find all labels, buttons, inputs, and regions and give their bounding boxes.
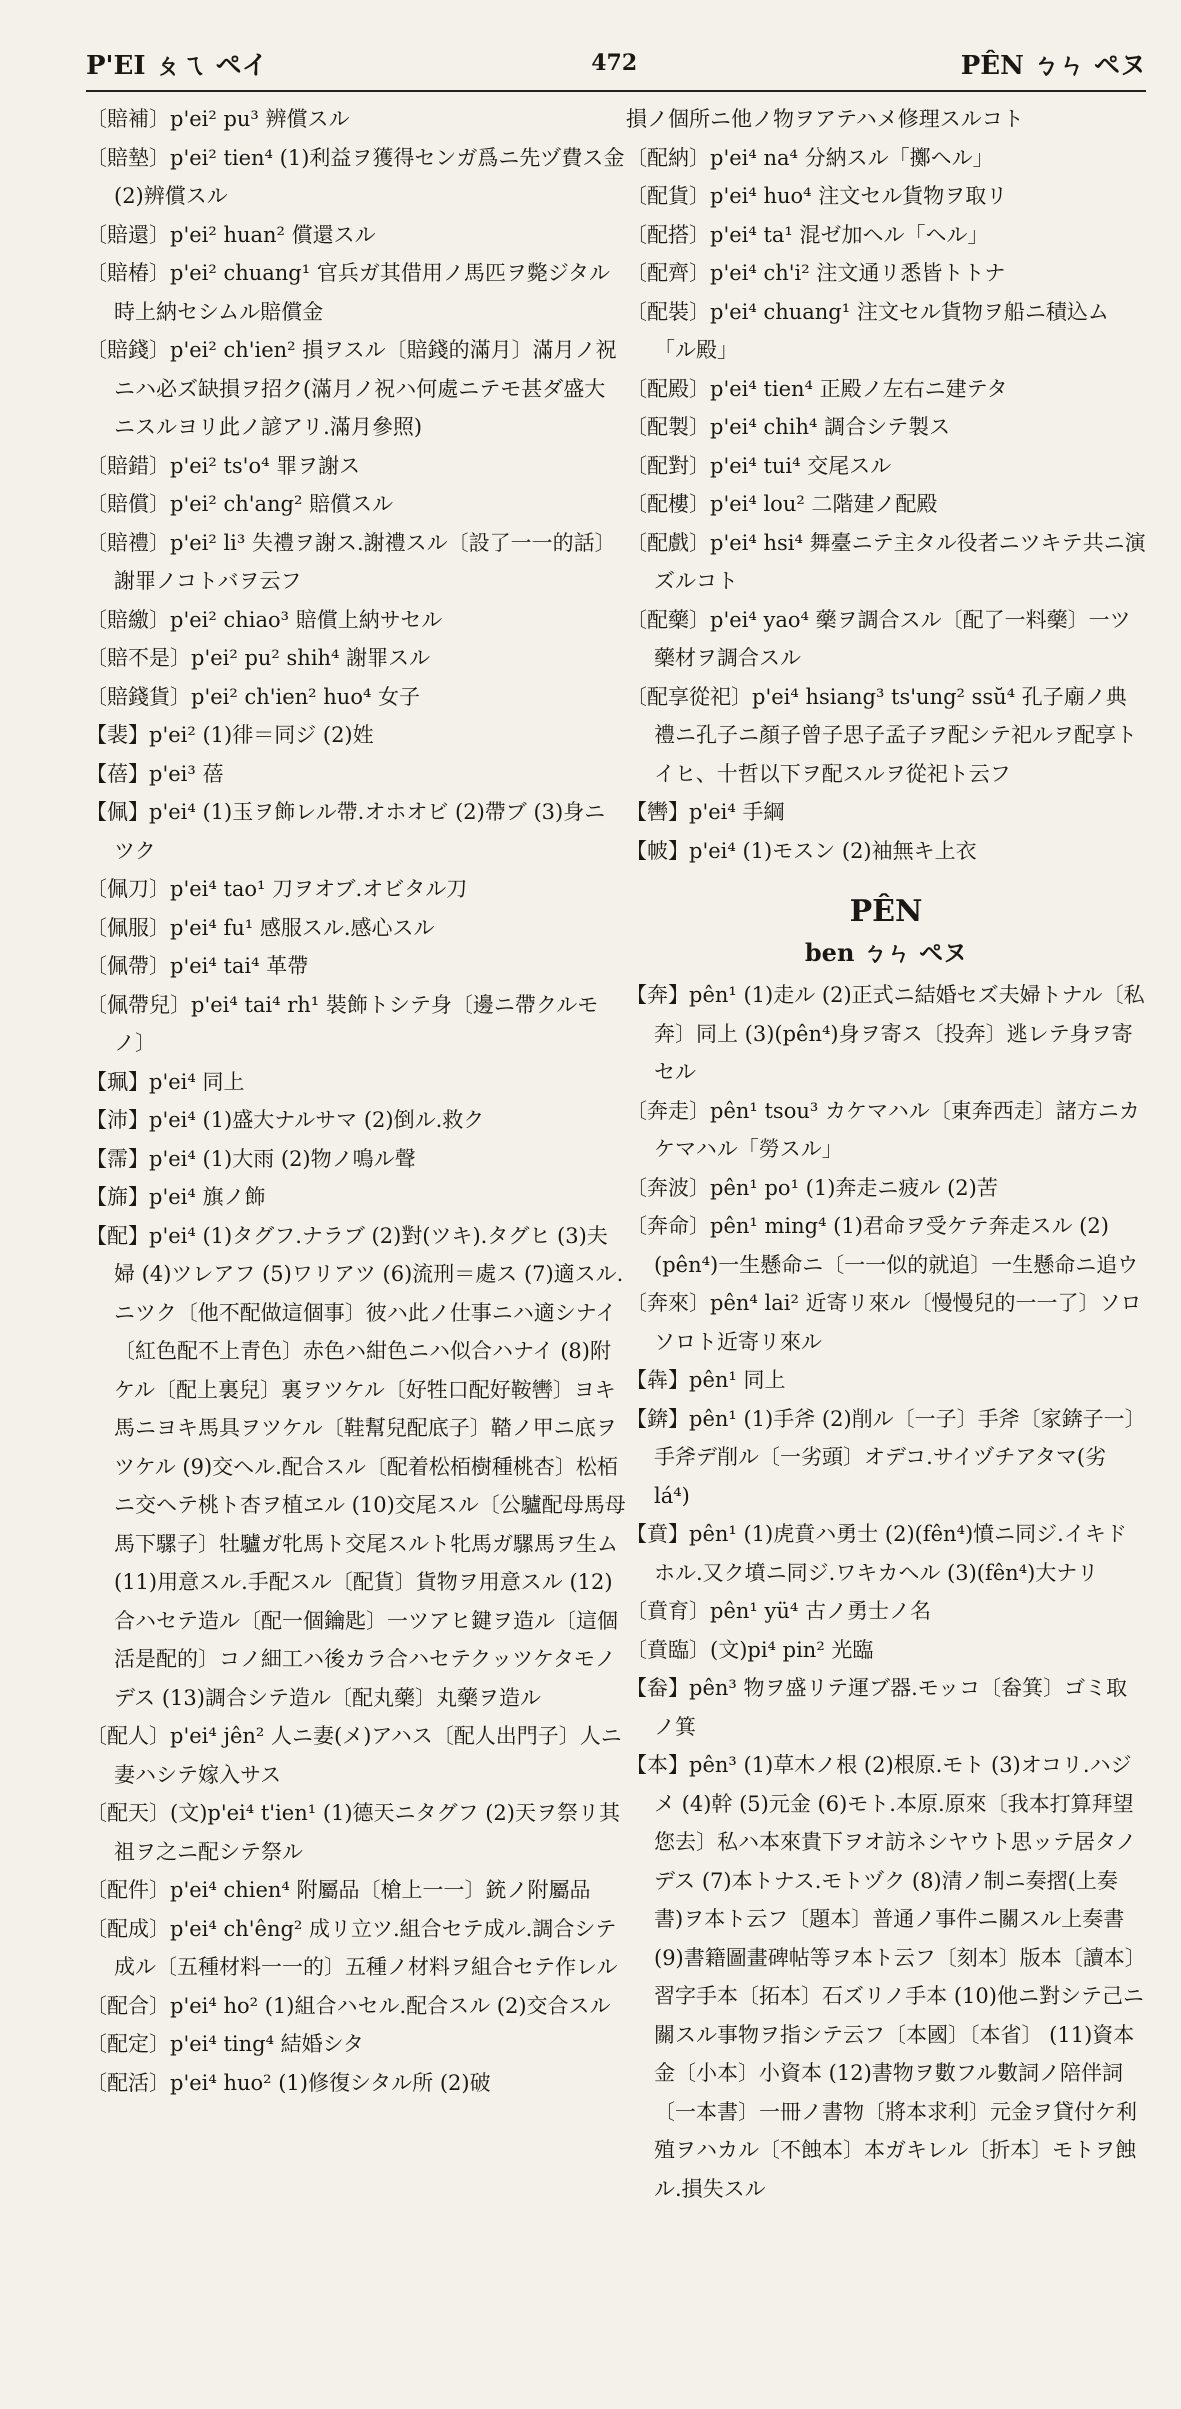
dictionary-entry: 〔賠補〕p'ei² pu³ 辨償スル — [86, 107, 350, 131]
dictionary-entry: 〔賠還〕p'ei² huan² 償還スル — [86, 222, 376, 247]
dictionary-entry: 〔配享從祀〕p'ei⁴ hsiang³ ts'ung² ssŭ⁴ 孔子廟ノ典禮ニ孔子ニ顏子曾子思子孟子ヲ配シテ祀ルヲ配享トイヒ、十哲以下ヲ配スルヲ從祀ト云フ — [626, 684, 1137, 786]
dictionary-entry: 〔賠墊〕p'ei² tien⁴ (1)利益ヲ獲得センガ爲ニ先ヅ費ス金 (2)辨償スル — [86, 145, 625, 208]
dictionary-entry: 【奔】pên¹ (1)走ル (2)正式ニ結婚セズ夫婦トナル〔私奔〕同上 (3)(pên⁴)身ヲ寄ス〔投奔〕逃レテ身ヲ寄セル — [626, 983, 1145, 1084]
dictionary-entry: 〔賠不是〕p'ei² pu² shih⁴ 謝罪スル — [86, 646, 431, 670]
dictionary-entry: 〔配成〕p'ei⁴ ch'êng² 成リ立ツ.組合セテ成ル.調合シテ成ル〔五種材料一一的〕五種ノ材料ヲ組合セテ作レル — [86, 1916, 618, 1979]
dictionary-entry: 〔賁臨〕(文)pi⁴ pin² 光臨 — [626, 1637, 874, 1662]
dictionary-entry: 〔賠償〕p'ei² ch'ang² 賠償スル — [86, 492, 394, 516]
section-heading: PÊN — [849, 894, 923, 929]
dictionary-entry: 〔奔走〕pên¹ tsou³ カケマハル〔東奔西走〕諸方ニカケマハル「勞スル」 — [626, 1098, 1140, 1161]
dictionary-entry: 〔配對〕p'ei⁴ tui⁴ 交尾スル — [626, 453, 892, 478]
dictionary-entry: 〔佩服〕p'ei⁴ fu¹ 感服スル.感心スル — [86, 915, 435, 940]
dictionary-entry: 【霈】p'ei⁴ (1)大雨 (2)物ノ鳴ル聲 — [86, 1146, 416, 1171]
dictionary-entry: 【賁】pên¹ (1)虎賁ハ勇士 (2)(fên⁴)憤ニ同ジ.イキドホル.又ク墳ニ同ジ.ワキカヘル (3)(fên⁴)大ナリ — [626, 1522, 1127, 1585]
dictionary-entry: 【佩】p'ei⁴ (1)玉ヲ飾レル帶.オホオビ (2)帶ブ (3)身ニツク — [86, 800, 606, 863]
dictionary-entry: 〔賠錢貨〕p'ei² ch'ien² huo⁴ 女子 — [86, 684, 421, 709]
dictionary-entry: 【珮】p'ei⁴ 同上 — [86, 1069, 245, 1094]
dictionary-entry: 【旆】p'ei⁴ 旗ノ飾 — [86, 1185, 266, 1209]
dictionary-entry: 【蓓】p'ei³ 蓓 — [86, 761, 224, 786]
section-subheading: ben ㄅㄣ ペヌ — [804, 938, 968, 967]
dictionary-entry: 〔賠椿〕p'ei² chuang¹ 官兵ガ其借用ノ馬匹ヲ斃ジタル時上納セシムル賠償金 — [86, 261, 611, 324]
dictionary-entry: 〔配件〕p'ei⁴ chien⁴ 附屬品〔槍上一一〕銃ノ附屬品 — [86, 1878, 591, 1902]
dictionary-entry: 【犇】pên¹ 同上 — [626, 1368, 786, 1392]
dictionary-entry: 〔配藥〕p'ei⁴ yao⁴ 藥ヲ調合スル〔配了一料藥〕一ツ藥材ヲ調合スル — [626, 607, 1131, 670]
dictionary-entry: 〔配搭〕p'ei⁴ ta¹ 混ゼ加ヘル「ヘル」 — [626, 222, 989, 247]
dictionary-entry: 〔賠禮〕p'ei² li³ 失禮ヲ謝ス.謝禮スル〔設了一一的話〕謝罪ノコトバヲ云フ — [86, 530, 616, 593]
dictionary-entry: 【沛】p'ei⁴ (1)盛大ナルサマ (2)倒ル.救ク — [86, 1108, 485, 1132]
dictionary-entry: 【本】pên³ (1)草木ノ根 (2)根原.モト (3)オコリ.ハジメ (4)幹 (5)元金 (6)モト.本原.原來〔我本打算拜望您去〕私ハ本來貴下ヲオ訪ネシヤウト思ッテ居タノデス (7)本トナス.モトヅク (8)清ノ制ニ奏摺(上奏書)ヲ本ト云フ〔題本〕普通ノ事件ニ關スル上奏書 (9)書籍圖畫碑帖等ヲ本ト云フ〔刻本〕版本〔讀本〕習字手本〔拓本〕石ズリノ手本 (10)他ニ對シテ己ニ關スル事物ヲ指シテ云フ〔本國〕〔本省〕 (11)資本金〔小本〕小資本 (12)書物ヲ數フル數詞ノ陪伴詞〔一本書〕一冊ノ書物〔將本求利〕元金ヲ貸付ケ利殖ヲハカル〔不蝕本〕本ガキレル〔折本〕モトヲ蝕ル.損失スル — [626, 1753, 1146, 2201]
dictionary-entry: 〔配貨〕p'ei⁴ huo⁴ 注文セル貨物ヲ取リ — [626, 184, 1008, 208]
dictionary-entry: 〔賠錯〕p'ei² ts'o⁴ 罪ヲ謝ス — [86, 453, 361, 478]
dictionary-entry: 〔佩帶〕p'ei⁴ tai⁴ 革帶 — [86, 954, 309, 978]
right-entries-pei — [626, 100, 1146, 870]
dictionary-entry: 【轡】p'ei⁴ 手綱 — [626, 800, 785, 824]
page-number: 472 — [591, 50, 638, 76]
dictionary-entry: 【帔】p'ei⁴ (1)モスン (2)袖無キ上衣 — [626, 838, 977, 863]
dictionary-entry: 〔配裝〕p'ei⁴ chuang¹ 注文セル貨物ヲ船ニ積込ム「ル殿」 — [626, 299, 1109, 362]
dictionary-entry: 〔配活〕p'ei⁴ huo² (1)修復シタル所 (2)破 — [86, 2070, 491, 2095]
dictionary-entry: 〔配定〕p'ei⁴ ting⁴ 結婚シタ — [86, 2032, 364, 2056]
dictionary-entry: 〔配天〕(文)p'ei⁴ t'ien¹ (1)德天ニタグフ (2)天ヲ祭リ其祖ヲ之ニ配シテ祭ル — [86, 1801, 620, 1864]
header-rule — [86, 90, 1146, 92]
dictionary-entry: 〔配殿〕p'ei⁴ tien⁴ 正殿ノ左右ニ建テタ — [626, 376, 1008, 401]
dictionary-entry: 【錛】pên¹ (1)手斧 (2)削ル〔一子〕手斧〔家錛子一〕手斧デ削ル〔一劣頭〕オデコ.サイヅチアタマ(劣 lá⁴) — [626, 1406, 1146, 1508]
dictionary-entry: 〔配戲〕p'ei⁴ hsi⁴ 舞臺ニテ主タル役者ニツキテ共ニ演ズルコト — [626, 530, 1146, 593]
header-left-heading: P'EI ㄆㄟ ペイ — [86, 50, 268, 81]
header-right-heading: PÊN ㄅㄣ ペヌ — [960, 50, 1146, 81]
dictionary-entry: 〔奔來〕pên⁴ lai² 近寄リ來ル〔慢慢兒的一一了〕ソロソロト近寄リ來ル — [626, 1291, 1142, 1354]
page-header — [86, 38, 1146, 88]
left-column — [86, 100, 626, 2102]
dictionary-entry: 【畚】pên³ 物ヲ盛リテ運ブ器.モッコ〔畚箕〕ゴミ取ノ箕 — [626, 1676, 1128, 1739]
dictionary-entry: 【配】p'ei⁴ (1)タグフ.ナラブ (2)對(ツキ).タグヒ (3)夫婦 (4)ツレアフ (5)ワリアツ (6)流刑＝處ス (7)適スル.ニツク〔他不配做這個事〕彼ハ此ノ仕事ニハ適シナイ〔紅色配不上青色〕赤色ハ紺色ニハ似合ハナイ (8)附ケル〔配上裏兒〕裏ヲツケル〔好牲口配好鞍轡〕ヨキ馬ニヨキ馬具ヲツケル〔鞋幫兒配底子〕鞜ノ甲ニ底ヲツケル (9)交ヘル.配合スル〔配着松栢樹種桃杏〕松栢ニ交ヘテ桃ト杏ヲ植ヱル (10)交尾スル〔公驢配母馬母馬下騾子〕牡驢ガ牝馬ト交尾スルト牝馬ガ騾馬ヲ生ム (11)用意スル.手配スル〔配貨〕貨物ヲ用意スル (12)合ハセテ造ル〔配一個鑰匙〕一ツアヒ鍵ヲ造ル〔這個活是配的〕コノ細工ハ後カラ合ハセテクッツケタモノデス (13)調合シテ造ル〔配丸藥〕丸藥ヲ造ル — [86, 1223, 626, 1710]
dictionary-entry: 損ノ個所ニ他ノ物ヲアテハメ修理スルコト — [626, 107, 1024, 131]
dictionary-entry: 〔配齊〕p'ei⁴ ch'i² 注文通リ悉皆トトナ — [626, 261, 1006, 285]
dictionary-entry: 〔配樓〕p'ei⁴ lou² 二階建ノ配殿 — [626, 492, 938, 516]
dictionary-entry: 〔賠繳〕p'ei² chiao³ 賠償上納サセル — [86, 607, 443, 632]
dictionary-entry: 〔佩刀〕p'ei⁴ tao¹ 刀ヲオブ.オビタル刀 — [86, 877, 468, 901]
dictionary-entry: 〔賠錢〕p'ei² ch'ien² 損ヲスル〔賠錢的滿月〕滿月ノ祝ニハ必ズ缺損ヲ招ク(滿月ノ祝ハ何處ニテモ甚ダ盛大ニスルヨリ此ノ諺アリ.滿月參照) — [86, 338, 617, 439]
dictionary-entry: 〔配合〕p'ei⁴ ho² (1)組合ハセル.配合スル (2)交合スル — [86, 1993, 611, 2018]
dictionary-entry: 〔佩帶兒〕p'ei⁴ tai⁴ rh¹ 裝飾トシテ身〔邊ニ帶クルモノ〕 — [86, 992, 599, 1055]
right-entries-pen — [626, 976, 1146, 2208]
dictionary-entry: 〔奔波〕pên¹ po¹ (1)奔走ニ疲ル (2)苦 — [626, 1175, 998, 1200]
dictionary-entry: 〔配人〕p'ei⁴ jên² 人ニ妻(メ)アハス〔配人出門子〕人ニ妻ハシテ嫁入サス — [86, 1724, 622, 1787]
dictionary-entry: 〔奔命〕pên¹ ming⁴ (1)君命ヲ受ケテ奔走スル (2)(pên⁴)一生懸命ニ〔一一似的就追〕一生懸命ニ追ウ — [626, 1214, 1139, 1277]
dictionary-entry: 〔配製〕p'ei⁴ chih⁴ 調合シテ製ス — [626, 415, 951, 439]
right-column — [626, 100, 1146, 2208]
dictionary-entry: 〔賁育〕pên¹ yü⁴ 古ノ勇士ノ名 — [626, 1599, 931, 1623]
dictionary-entry: 【裴】p'ei² (1)徘＝同ジ (2)姓 — [86, 723, 374, 747]
dictionary-entry: 〔配納〕p'ei⁴ na⁴ 分納スル「擲ヘル」 — [626, 145, 994, 170]
